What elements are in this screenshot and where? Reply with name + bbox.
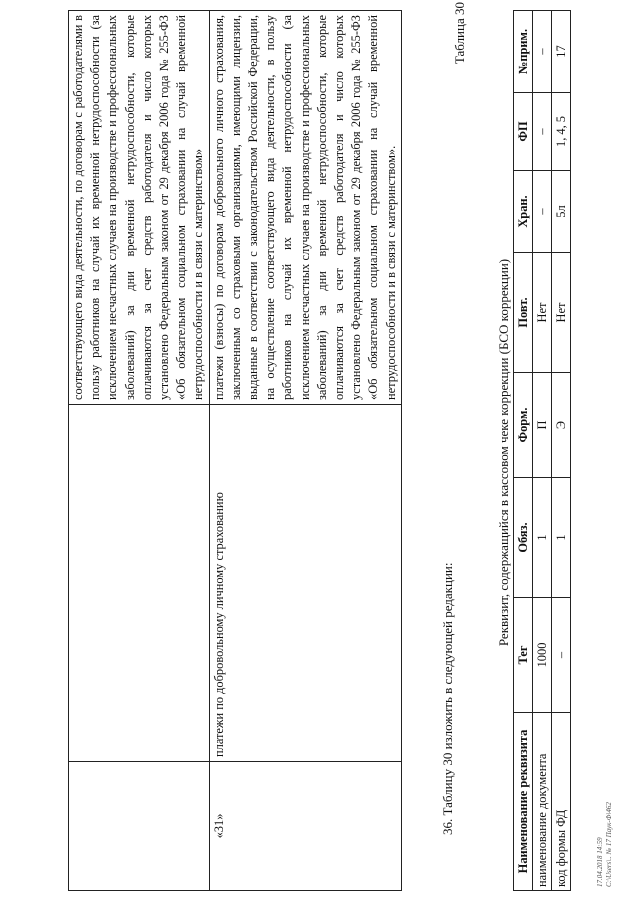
table-row <box>533 11 552 891</box>
table-row-31 <box>209 11 401 891</box>
cell-note: 17 <box>552 11 571 93</box>
cell-repeat: Нет <box>533 253 552 373</box>
header-name: Наименование реквизита <box>514 713 533 891</box>
correction-receipt-table <box>513 10 571 891</box>
cell-fp: 1, 4, 5 <box>552 93 571 171</box>
table-row-continuation <box>69 11 210 891</box>
cell-name: код формы ФД <box>552 713 571 891</box>
row-name <box>69 405 210 762</box>
cell-tag: – <box>552 598 571 713</box>
row-name: платежи по добровольному личному страхованию <box>209 405 401 762</box>
cell-tag: 1000 <box>533 598 552 713</box>
cell-mandatory: 1 <box>533 478 552 598</box>
requisite-values-table <box>68 10 402 891</box>
table-header-row <box>514 11 533 891</box>
cell-fp: – <box>533 93 552 171</box>
table-row <box>552 11 571 891</box>
row-description: соответствующего вида деятельности, по договорам с работодателями в пользу работников на случай их временной нетрудоспособности (за исключением несчастных случаев на производстве и профессиональных заболеваний) за дни временной нетрудоспособности, которые оплачиваются за счет средств работодателя и число которых установлено Федеральным законом от 29 декабря 2006 года № 255-ФЗ «Об обязательном социальном страховании на случай временной нетрудоспособности и в связи с материнством» <box>69 11 210 405</box>
stamp-line: 17.04.2018 14:59 <box>596 837 604 887</box>
stamp-line: С:\Users\.. № 17 Паук-Ф\462 <box>605 802 613 887</box>
header-tag: Тег <box>514 598 533 713</box>
row-number: «31» <box>209 762 401 891</box>
cell-storage: – <box>533 171 552 253</box>
header-note: №прим. <box>514 11 533 93</box>
cell-mandatory: 1 <box>552 478 571 598</box>
cell-format: П <box>533 373 552 478</box>
row-number <box>69 762 210 891</box>
row-description: платежи (взносы) по договорам добровольного личного страхования, заключенным со страховыми организациями, имеющими лицензии, выданные в соответствии с законодательством Российской Федерации, на осуществление соответствующего вида деятельности, в пользу работников на случай их временной нетрудоспособности (за исключением несчастных случаев на производстве и профессиональных заболеваний) за дни временной нетрудоспособности, которые оплачиваются за счет средств работодателя и число которых установлено Федеральным законом от 29 декабря 2006 года № 255-ФЗ «Об обязательном социальном страховании на случай временной нетрудоспособности и в связи с материнством». <box>209 11 401 405</box>
table-caption: Реквизит, содержащийся в кассовом чеке коррекции (БСО коррекции) <box>496 258 511 647</box>
cell-note: – <box>533 11 552 93</box>
header-fp: ФП <box>514 93 533 171</box>
cell-repeat: Нет <box>552 253 571 373</box>
header-storage: Хран. <box>514 171 533 253</box>
header-mandatory: Обяз. <box>514 478 533 598</box>
header-format: Форм. <box>514 373 533 478</box>
cell-name: наименование документа <box>533 713 552 891</box>
table-label: Таблица 30 <box>452 2 467 65</box>
header-repeat: Повт. <box>514 253 533 373</box>
point-text: 36. Таблицу 30 изложить в следующей редакции: <box>440 562 455 835</box>
file-stamp <box>596 802 614 887</box>
cell-format: Э <box>552 373 571 478</box>
cell-storage: 5л <box>552 171 571 253</box>
